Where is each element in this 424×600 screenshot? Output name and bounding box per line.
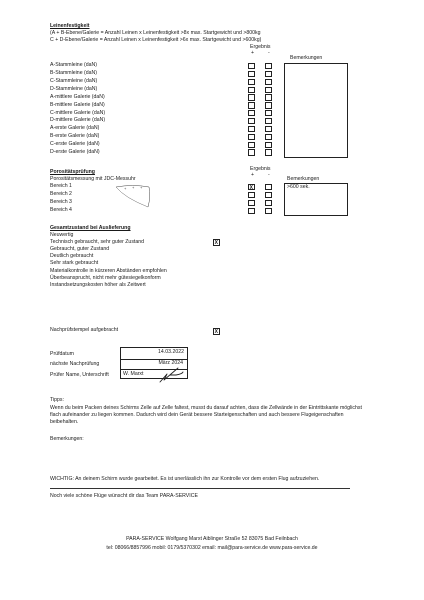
strength-fail-checkbox[interactable] (265, 134, 272, 140)
strength-minus-header: - (268, 50, 270, 56)
porosity-row-label: Bereich 2 (50, 191, 72, 198)
strength-fail-checkbox[interactable] (265, 94, 272, 100)
remarks-label: Bemerkungen: (50, 436, 84, 442)
condition-check-mark: X (214, 240, 218, 246)
remarks-divider (50, 488, 350, 489)
porosity-pass-checkbox[interactable] (248, 192, 255, 198)
condition-item: Gebraucht, guter Zustand (50, 246, 110, 253)
strength-pass-checkbox[interactable] (248, 102, 255, 108)
footer-address: PARA-SERVICE Wolfgang Marxt Aiblinger Straße 52 83075 Bad Feilnbach (126, 536, 298, 542)
tips-line-3: beibehalten. (50, 419, 79, 425)
tips-title: Tipps: (50, 397, 64, 403)
inspection-date-value[interactable]: 14.03.2022 (158, 349, 184, 355)
next-inspection-label: nächste Nachprüfung (50, 361, 100, 367)
condition-item: Technisch gebraucht, sehr guter Zustand (50, 239, 145, 246)
svg-text:+: + (132, 185, 135, 190)
porosity-pass-checkbox[interactable] (248, 208, 255, 214)
porosity-fail-checkbox[interactable] (265, 208, 272, 214)
strength-remarks-box[interactable] (284, 63, 348, 158)
strength-pass-checkbox[interactable] (248, 94, 255, 100)
porosity-fail-checkbox[interactable] (265, 192, 272, 198)
strength-rule-line-1: (A + B-Ebene/Galerie = Anzahl Leinen x Leinenfestigkeit >8x max. Startgewicht und >800kg (50, 30, 261, 36)
footer-contact: tel: 08066/8857996 mobil: 0179/5370302 email: mail@para-service.de www.para-service.de (106, 545, 318, 551)
strength-row-label: C-erste Galerie (daN) (50, 140, 100, 147)
strength-pass-checkbox[interactable] (248, 110, 255, 116)
strength-row-label: C-mittlere Galerie (daN) (50, 109, 106, 116)
strength-remarks-header: Bemerkungen (290, 55, 323, 61)
strength-fail-checkbox[interactable] (265, 149, 272, 155)
condition-item: Materialkontrolle in kürzeren Abständen empfohlen (50, 267, 167, 274)
strength-title: Leinenfestigkeit (50, 23, 90, 29)
strength-fail-checkbox[interactable] (265, 63, 272, 69)
porosity-minus-header: - (268, 172, 270, 178)
strength-row-label: D-erste Galerie (daN) (50, 148, 100, 155)
condition-item: Sehr stark gebraucht (50, 260, 99, 267)
porosity-row-label: Bereich 4 (50, 207, 72, 214)
porosity-row-label: Bereich 3 (50, 199, 72, 206)
strength-row-label: A-Stammleine (daN) (50, 62, 97, 69)
strength-pass-checkbox[interactable] (248, 79, 255, 85)
strength-row-label: B-mittlere Galerie (daN) (50, 101, 105, 108)
strength-fail-checkbox[interactable] (265, 102, 272, 108)
svg-text:+: + (140, 185, 143, 190)
porosity-title: Porositätsprüfung (50, 169, 95, 175)
strength-row-label: A-erste Galerie (daN) (50, 125, 100, 132)
porosity-pass-checkbox[interactable] (248, 184, 255, 190)
strength-fail-checkbox[interactable] (265, 126, 272, 132)
svg-text:+: + (124, 186, 127, 191)
stamp-checkbox[interactable] (213, 328, 220, 335)
strength-pass-checkbox[interactable] (248, 118, 255, 124)
porosity-remark-text: >600 sek. (287, 184, 310, 190)
strength-fail-checkbox[interactable] (265, 71, 272, 77)
tips-line-2: flach aufeinander zu liegen kommen. Dadurch wird dein Gerät bessere Starteigenschaften und auch bessere Flugeigenschaften (50, 412, 344, 418)
strength-fail-checkbox[interactable] (265, 110, 272, 116)
strength-pass-checkbox[interactable] (248, 71, 255, 77)
strength-fail-checkbox[interactable] (265, 79, 272, 85)
strength-pass-checkbox[interactable] (248, 142, 255, 148)
condition-item: Neuwertig (50, 232, 74, 238)
inspector-value[interactable]: W. Marxt (123, 370, 144, 377)
inspection-date-label: Prüfdatum (50, 351, 74, 357)
strength-row-label: B-Stammleine (daN) (50, 70, 97, 77)
porosity-pass-checkbox[interactable] (248, 200, 255, 206)
inspector-label: Prüfer Name, Unterschrift (50, 372, 109, 378)
strength-fail-checkbox[interactable] (265, 118, 272, 124)
strength-fail-checkbox[interactable] (265, 87, 272, 93)
strength-pass-checkbox[interactable] (248, 87, 255, 93)
strength-row-label: D-mittlere Galerie (daN) (50, 117, 106, 124)
strength-result-header: Ergebnis (250, 44, 271, 50)
porosity-row-label: Bereich 1 (50, 183, 72, 190)
stamp-check-mark: X (214, 329, 218, 335)
strength-pass-checkbox[interactable] (248, 126, 255, 132)
tips-line-1: Wenn du beim Packen deines Schirms Zelle auf Zelle faltest, musst du darauf achten, dass die Zellwände in der Eintrittskante möglichst (50, 405, 362, 411)
strength-pass-checkbox[interactable] (248, 63, 255, 69)
condition-item: Deutlich gebraucht (50, 253, 94, 260)
porosity-remarks-box[interactable] (284, 183, 348, 216)
warning-text: WICHTIG: An deinem Schirm wurde gearbeitet. Es ist unerlässlich ihn zur Kontrolle vor dem ersten Flug aufzuziehen. (50, 476, 320, 482)
condition-checkbox-technisch-gebraucht[interactable] (213, 239, 220, 246)
closing-text: Noch viele schöne Flüge wünscht dir das Team PARA-SERVICE (50, 493, 198, 499)
porosity-fail-checkbox[interactable] (265, 200, 272, 206)
condition-title: Gesamtzustand bei Auslieferung (50, 225, 131, 231)
strength-row-label: D-Stammleine (daN) (50, 85, 98, 92)
porosity-fail-checkbox[interactable] (265, 184, 272, 190)
strength-row-label: B-erste Galerie (daN) (50, 133, 100, 140)
porosity-result-header: Ergebnis (250, 166, 271, 172)
strength-pass-checkbox[interactable] (248, 149, 255, 155)
condition-item: Instandsetzungskosten höher als Zeitwert (50, 281, 146, 288)
strength-row-label: A-mittlere Galerie (daN) (50, 93, 105, 100)
strength-fail-checkbox[interactable] (265, 142, 272, 148)
strength-row-label: C-Stammleine (daN) (50, 78, 98, 85)
glider-sketch-icon (115, 184, 151, 210)
strength-rule-line-2: C + D-Ebene/Galerie = Anzahl Leinen x Leinenfestigkeit >6x max. Startgewicht und >600kg) (50, 37, 262, 43)
porosity-remarks-header: Bemerkungen (287, 176, 320, 182)
porosity-subtitle: Porositätsmessung mit JDC-Messuhr (50, 176, 136, 182)
condition-item: Überbeansprucht, nicht mehr gütesiegelkonform (50, 274, 161, 281)
stamp-label: Nachprüfstempel aufgebracht (50, 327, 119, 333)
signature-icon (158, 364, 186, 386)
porosity-check-mark: X (249, 184, 253, 191)
strength-pass-checkbox[interactable] (248, 134, 255, 140)
next-inspection-value[interactable]: März 2024 (158, 359, 183, 366)
porosity-plus-header: + (251, 172, 255, 178)
strength-plus-header: + (251, 50, 255, 56)
